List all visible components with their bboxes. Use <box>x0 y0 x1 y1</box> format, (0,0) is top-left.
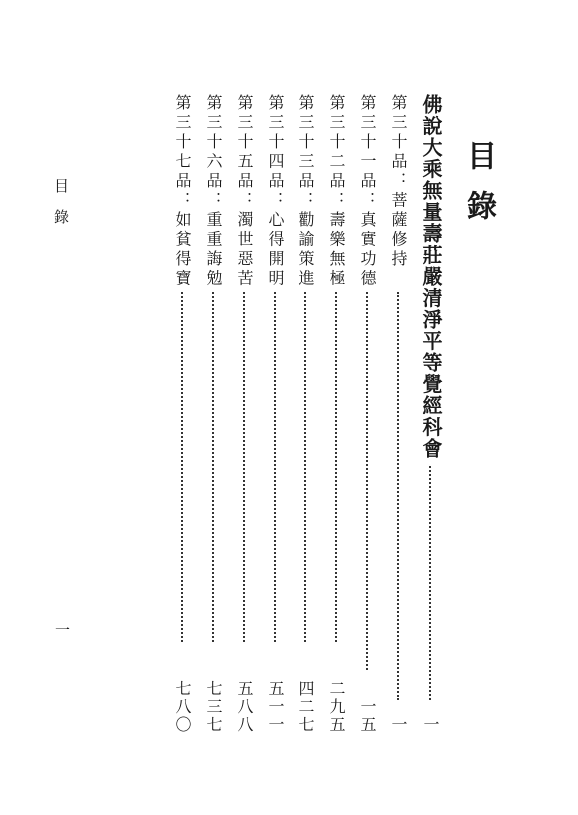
toc-entry-label: 第三十六品：重重誨勉 <box>204 94 223 289</box>
toc-entry-label: 佛說大乘無量壽莊嚴清淨平等覺經科會 <box>419 94 443 460</box>
toc-entry-32[interactable] <box>323 94 349 734</box>
page-title: 目錄 <box>461 140 496 240</box>
dot-leader <box>181 292 183 642</box>
dot-leader <box>304 292 306 642</box>
toc-entry-page: 五八八 <box>235 680 254 734</box>
dot-leader <box>243 292 245 642</box>
toc-entry-label: 第三十七品：如貧得寶 <box>173 94 192 289</box>
toc-entry-page: 一 <box>421 716 440 734</box>
toc-entry-31[interactable] <box>354 94 380 734</box>
toc-entry-page: 二九五 <box>327 680 346 734</box>
dot-leader <box>397 292 399 700</box>
toc-entry-37[interactable] <box>169 94 195 734</box>
side-running-head: 目錄 <box>52 178 70 240</box>
dot-leader <box>274 292 276 642</box>
toc-entry-page: 四二七 <box>296 680 315 734</box>
toc-entry-30[interactable] <box>385 94 411 734</box>
toc-entry-label: 第三十四品：心得開明 <box>266 94 285 289</box>
dot-leader <box>335 292 337 642</box>
toc-entry-page: 五一一 <box>266 680 285 734</box>
toc-entry-33[interactable] <box>292 94 318 734</box>
dot-leader <box>366 292 368 670</box>
dot-leader <box>429 466 431 700</box>
toc-entry-page: 七三七 <box>204 680 223 734</box>
page-number: 一 <box>53 622 71 637</box>
toc-entry-page: 七八〇 <box>173 680 192 734</box>
toc-entry-label: 第三十二品：壽樂無極 <box>327 94 346 289</box>
dot-leader <box>212 292 214 642</box>
toc-entry-label: 第三十五品：濁世惡苦 <box>235 94 254 289</box>
toc-entry-label: 第三十一品：真實功德 <box>358 94 377 289</box>
toc-entry-35[interactable] <box>231 94 257 734</box>
toc-entry-label: 第三十三品：勸諭策進 <box>296 94 315 289</box>
toc-entry-34[interactable] <box>262 94 288 734</box>
toc-entry-page: 一 <box>389 716 408 734</box>
toc-entry-36[interactable] <box>200 94 226 734</box>
toc-entry-main[interactable] <box>417 94 443 734</box>
toc-entry-label: 第三十品：菩薩修持 <box>389 94 408 270</box>
toc-entry-page: 一五 <box>358 698 377 734</box>
